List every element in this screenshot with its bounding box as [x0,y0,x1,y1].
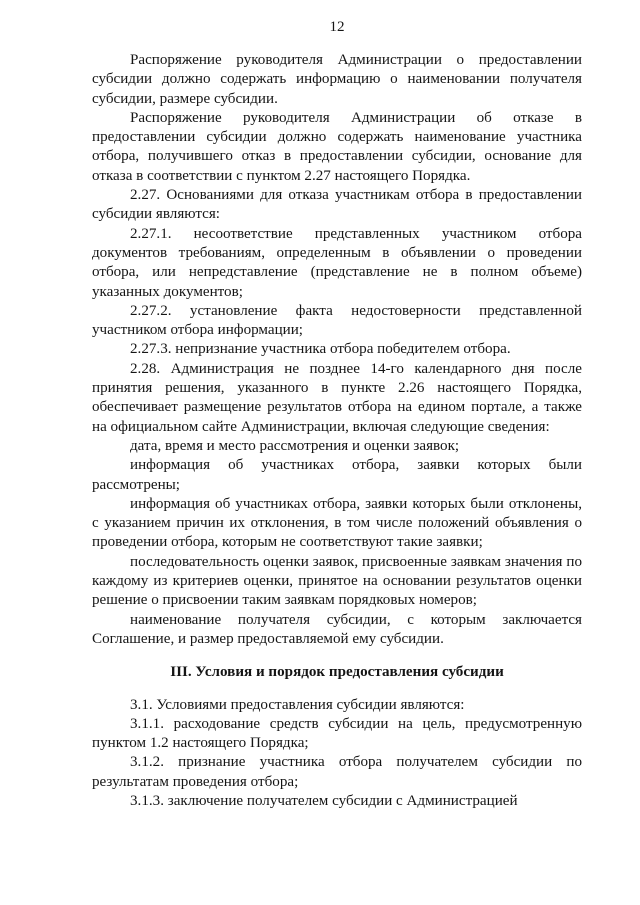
paragraph: 3.1.1. расходование средств субсидии на цель, предусмотренную пунктом 1.2 настоящего Порядка; [92,715,582,752]
paragraph: дата, время и место рассмотрения и оценки заявок; [130,437,460,454]
paragraph: Распоряжение руководителя Администрации об отказе в предоставлении субсидии должно содержать наименование участника отбора, получившего отказ в предоставлении субсидии, основание для отказа в соответствии с пунктом 2.27 настоящего Порядка. [92,109,582,184]
paragraph: 2.27.1. несоответствие представленных участником отбора документов требованиям, определенным в объявлении о проведении отбора, или непредставление (представление не в полном объеме) указанных документов; [92,225,582,300]
paragraph: информация об участниках отбора, заявки которых были рассмотрены; [92,457,582,493]
paragraph: последовательность оценки заявок, присвоенные заявкам значения по каждому из критериев оценки, принятое на основании результатов оценки решение о присвоении таким заявкам порядковых номеров; [92,553,582,609]
paragraph: 3.1.3. заключение получателем субсидии с Администрацией [130,792,518,809]
page-number: 12 [329,19,345,35]
document-body [92,51,582,811]
paragraph: 2.27.2. установление факта недостоверности представленной участником отбора информации; [92,302,582,339]
paragraph: 2.27. Основаниями для отказа участникам отбора в предоставлении субсидии являются: [92,187,582,223]
section-heading: III. Условия и порядок предоставления субсидии [170,664,504,681]
paragraph: информация об участниках отбора, заявки которых были отклонены, с указанием причин их отклонения, в том числе положений объявления о проведении отбора, которым не соответствуют такие заявки; [92,495,582,551]
document-page [92,0,582,905]
paragraph: 3.1.2. признание участника отбора получателем субсидии по результатам проведения отбора; [92,754,582,790]
paragraph: 2.28. Администрация не позднее 14-го календарного дня после принятия решения, указанного в пункте 2.26 настоящего Порядка, обеспечивает размещение результатов отбора на едином портале, а также на официальном сайте Администрации, включая следующие сведения: [92,360,582,435]
paragraph: 2.27.3. непризнание участника отбора победителем отбора. [130,341,511,358]
paragraph: Распоряжение руководителя Администрации о предоставлении субсидии должно содержать информацию о наименовании получателя субсидии, размере субсидии. [92,52,582,107]
paragraph: 3.1. Условиями предоставления субсидии являются: [130,696,465,713]
paragraph: наименование получателя субсидии, с которым заключается Соглашение, и размер предоставляемой ему субсидии. [92,611,582,647]
